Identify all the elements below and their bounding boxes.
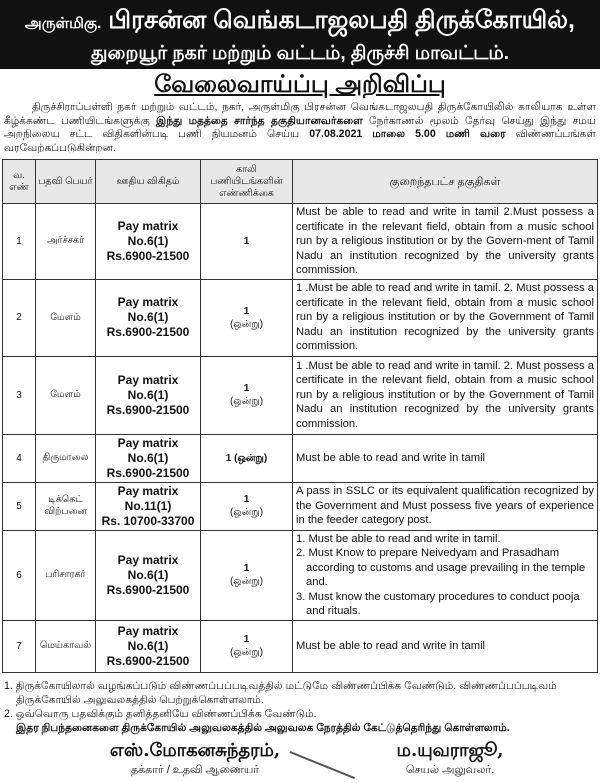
- pay-line: Pay matrix: [117, 218, 179, 233]
- pay-line: Pay matrix: [117, 552, 179, 567]
- post-name: திருமாலை: [36, 434, 96, 482]
- table-row: [3, 204, 598, 280]
- count: 1: [243, 305, 250, 317]
- pay-line: Rs.6900-21500: [106, 653, 190, 668]
- pay-line: No.6(1): [127, 567, 169, 582]
- notes: [4, 679, 598, 735]
- qualification: A pass in SSLC or its equivalent qualification recognized by the Government and Must possess five years of experience in the feeder category post.: [293, 482, 598, 530]
- row-number: 4: [3, 434, 36, 482]
- vacancy-count: [201, 620, 293, 672]
- pay-line: Rs. 10700-33700: [101, 513, 195, 528]
- post-name: டிக்கெட் விற்பனை: [36, 482, 96, 530]
- pay-line: No.6(1): [127, 310, 169, 324]
- vacancy-count: [201, 204, 293, 280]
- vacancy-count: [201, 530, 293, 620]
- count: 1: [243, 494, 250, 505]
- pay-scale: [96, 620, 201, 672]
- pay-scale: [96, 204, 201, 280]
- pay-line: Rs.6900-21500: [106, 465, 190, 480]
- pay-line: Rs.6900-21500: [106, 582, 190, 597]
- count: 1: [243, 235, 250, 247]
- table-row: [3, 279, 598, 356]
- post-name: பரிசாரகர்: [36, 530, 96, 620]
- pay-scale: [96, 434, 201, 482]
- note-2: 2. ஒவ்வொரு பதவிக்கும் தனித்தனியே விண்ணப்பிக்க வேண்டும்.: [4, 707, 317, 720]
- qualification: Must be able to read and write in tamil 2.Must possess a certificate in the relevant field, obtain from a music school run by a religious institution or by the Govern-ment of Tamil Nadu an institution recognized by the university grants commission.: [293, 204, 598, 280]
- table-row: [3, 356, 598, 434]
- intro-text: திருச்சிராப்பள்ளி நகர் மற்றும் வட்டம், நகர், அருள்மிகு பிரசன்ன வெங்கடாஜலபதி திருக்கோயிலில் காலியாக உள்ள கீழ்க்கண்ட பணியிடங்களுக்கு: [4, 101, 596, 127]
- count-words: (ஒன்று): [229, 318, 264, 330]
- row-number: 3: [3, 356, 36, 434]
- intro-text: விண்ணப்பங்கள் வரவேற்கப்படுகின்றன.: [4, 128, 596, 154]
- table-row: [3, 434, 598, 482]
- deadline: 07.08.2021 மாலை 5.00 மணி வரை: [309, 128, 506, 140]
- column-header: ஊதிய விகிதம்: [96, 160, 201, 204]
- signatory-name: ம.யுவராஜூ,: [396, 739, 504, 761]
- pay-line: No.6(1): [127, 638, 169, 653]
- pay-line: Pay matrix: [117, 295, 179, 309]
- vacancy-table: [2, 159, 598, 673]
- temple-prefix: அருள்மிகு.: [25, 15, 102, 32]
- pay-line: Rs.6900-21500: [106, 248, 190, 263]
- pay-line: Rs.6900-21500: [106, 325, 190, 339]
- count: 1: [243, 634, 250, 645]
- pay-line: Rs.6900-21500: [106, 402, 190, 417]
- pay-scale: [96, 279, 201, 356]
- count-words: (ஒன்று): [229, 507, 264, 518]
- intro-paragraph: [4, 101, 596, 155]
- row-number: 1: [3, 204, 36, 280]
- signatory-left: [90, 739, 300, 777]
- count: 1 (ஒன்று): [225, 452, 268, 464]
- vacancy-count: [201, 434, 293, 482]
- post-name: மெய்காவல்: [36, 620, 96, 672]
- count-words: (ஒன்று): [229, 647, 264, 658]
- count: 1: [243, 383, 250, 394]
- pay-line: No.6(1): [127, 387, 169, 402]
- post-name: மேளம்: [36, 356, 96, 434]
- row-number: 2: [3, 279, 36, 356]
- column-header: பதவி பெயர்: [36, 160, 96, 204]
- row-number: 6: [3, 530, 36, 620]
- note-1: 1. திருக்கோயிலால் வழங்கப்படும் விண்ணப்பப்படிவத்தில் மட்டுமே விண்ணப்பிக்க வேண்டும். விண்ணப்பப்படிவம்: [4, 679, 557, 692]
- note-3: இதர நிபந்தனைகளை திருக்கோயில் அலுவலகத்தில் அலுவலக நேரத்தில் கேட்டுத்தெரிந்து கொள்ளலாம்.: [16, 721, 510, 734]
- count: 1: [243, 563, 250, 574]
- notice-title: வேலைவாய்ப்பு அறிவிப்பு: [154, 71, 446, 98]
- count-words: (ஒன்று): [229, 396, 264, 407]
- qualification: [293, 530, 598, 620]
- pay-scale: [96, 356, 201, 434]
- qualification-item: 1. Must be able to read and write in tamil.: [296, 532, 501, 545]
- qualification-item: 3. Must know the customary procedures to conduct pooja and rituals.: [296, 590, 580, 617]
- row-number: 5: [3, 482, 36, 530]
- table-row: [3, 530, 598, 620]
- qualification: Must be able to read and write in tamil: [293, 434, 598, 482]
- temple-location: துறையூர் நகர் மற்றும் வட்டம், திருச்சி மாவட்டம்.: [91, 43, 509, 64]
- note-1-cont: திருக்கோயில் அலுவலகத்தில் பெற்றுக்கொள்ளலாம்.: [16, 693, 264, 706]
- pay-line: No.6(1): [127, 233, 169, 248]
- vacancy-count: [201, 279, 293, 356]
- pay-scale: [96, 482, 201, 530]
- pay-line: Pay matrix: [117, 623, 179, 638]
- qualification: 1 .Must be able to read and write in tamil. 2. Must possess a certificate in the relevant field, obtain from a music school run by a religious institution or by the Government of Tamil Nadu an institution recognized by the university grants commission.: [293, 279, 598, 356]
- signatory-designation: தக்கார் / உதவி ஆணையர்: [130, 763, 260, 776]
- pay-line: Pay matrix No.6(1): [117, 435, 179, 465]
- vacancy-count: [201, 482, 293, 530]
- signatory-name: எஸ்.மோகனசுந்தரம்,: [109, 739, 281, 761]
- vacancy-count: [201, 356, 293, 434]
- table-row: [3, 482, 598, 530]
- post-name: அர்ச்சகர்: [36, 204, 96, 280]
- table-row: [3, 620, 598, 672]
- column-header: காலி பணியிடங்களின் எண்ணிக்கை: [201, 160, 293, 204]
- pay-scale: [96, 530, 201, 620]
- row-number: 7: [3, 620, 36, 672]
- intro-bold: இந்து மதத்தை சார்ந்த தகுதியானவர்களை: [156, 114, 363, 127]
- qualification-item: 2. Must Know to prepare Neivedyam and Prasadham according to customs and usage prevailing in the temple and.: [296, 547, 586, 588]
- qualification: Must be able to read and write in tamil: [293, 620, 598, 672]
- temple-name: பிரசன்ன வெங்கடாஜலபதி திருக்கோயில்,: [108, 6, 575, 34]
- temple-header: [0, 0, 600, 69]
- pay-line: Pay matrix: [117, 483, 179, 498]
- count-words: (ஒன்று): [229, 576, 264, 587]
- post-name: மேளம்: [36, 279, 96, 356]
- intro-text: நேர்காணல் மூலம் தேர்வு செய்து இந்து சமய அறநிலைய சட்ட விதிகளின்படி பணி நியமனம் செய்ய: [4, 114, 596, 140]
- pay-line: Pay matrix: [117, 372, 179, 387]
- column-header: குறைந்தபட்ச தகுதிகள்: [293, 160, 598, 204]
- column-header: வ. எண்: [3, 160, 36, 204]
- pay-line: No.11(1): [124, 498, 172, 513]
- signatory-right: [370, 739, 530, 777]
- signatory-designation: செயல் அலுவலர்.: [405, 763, 495, 776]
- qualification: 1 .Must be able to read and write in tamil. 2. Must possess a certificate in the relevant field, obtain from a music school run by a religious institution or by the Government of Tamil Nadu an institution recognized by the university grants commission.: [293, 356, 598, 434]
